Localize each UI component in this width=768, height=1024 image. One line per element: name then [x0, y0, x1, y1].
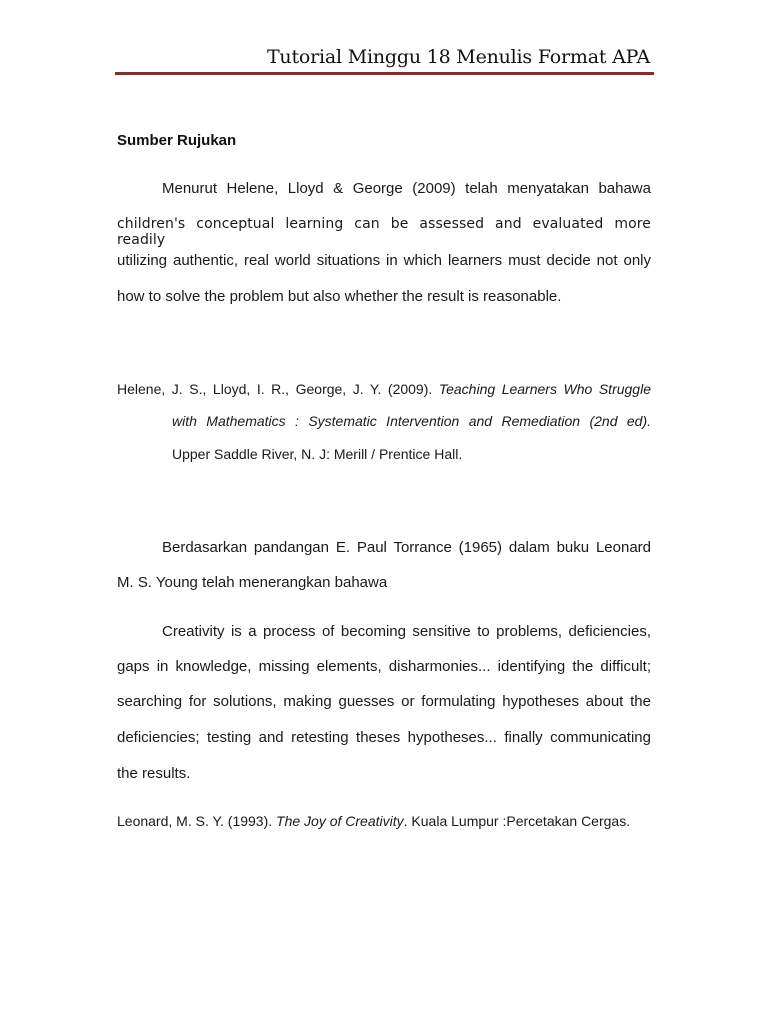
- quote-line: searching for solutions, making guesses or formulating hypotheses about the: [117, 693, 651, 710]
- reference-publisher: Upper Saddle River, N. J: Merill / Prentice Hall.: [172, 446, 463, 462]
- paragraph-line: Berdasarkan pandangan E. Paul Torrance (1965) dalam buku Leonard: [162, 539, 651, 556]
- reference-title: Teaching Learners Who Struggle: [438, 381, 651, 397]
- paragraph-line: utilizing authentic, real world situations in which learners must decide not only: [117, 252, 651, 269]
- reference-helene: [117, 381, 651, 471]
- reference-line: [117, 813, 651, 829]
- paragraph-line: children's conceptual learning can be assessed and evaluated more readily: [117, 216, 651, 248]
- paragraph-torrance: [117, 539, 651, 599]
- quote-creativity: [117, 623, 651, 793]
- paragraph-line: how to solve the problem but also whether the result is reasonable.: [117, 288, 562, 305]
- quote-line: the results.: [117, 765, 191, 782]
- paragraph-line: Menurut Helene, Lloyd & George (2009) telah menyatakan bahawa: [162, 180, 651, 197]
- reference-authors: Helene, J. S., Lloyd, I. R., George, J. Y. (2009).: [117, 381, 439, 397]
- reference-title: with Mathematics : Systematic Intervention and Remediation (2nd ed).: [172, 413, 651, 429]
- reference-title: The Joy of Creativity: [276, 813, 404, 829]
- quote-line: gaps in knowledge, missing elements, disharmonies... identifying the difficult;: [117, 658, 651, 675]
- reference-leonard: [117, 813, 651, 835]
- header-rule: [115, 72, 654, 75]
- reference-authors: Leonard, M. S. Y. (1993).: [117, 813, 277, 829]
- reference-line: [117, 381, 651, 397]
- quote-line: Creativity is a process of becoming sensitive to problems, deficiencies,: [162, 623, 651, 640]
- page-header-title: Tutorial Minggu 18 Menulis Format APA: [266, 46, 650, 68]
- reference-line: [172, 413, 651, 429]
- reference-publisher: . Kuala Lumpur :Percetakan Cergas.: [403, 813, 631, 829]
- paragraph-line: M. S. Young telah menerangkan bahawa: [117, 574, 388, 591]
- paragraph-helene: [117, 180, 651, 310]
- quote-line: deficiencies; testing and retesting theses hypotheses... finally communicating: [117, 729, 651, 746]
- section-heading: Sumber Rujukan: [117, 132, 237, 149]
